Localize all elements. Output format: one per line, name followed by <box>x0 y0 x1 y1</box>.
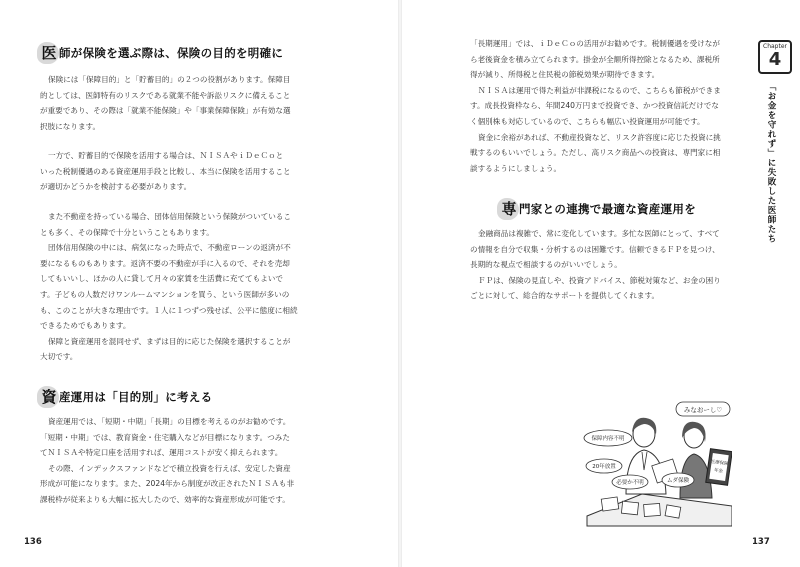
heading-text: 産運用は「目的別」に考える <box>59 390 213 404</box>
chapter-title: 「お金を守れず」に失敗した医師たち <box>766 82 776 244</box>
heading-text: 門家との連携で最適な資産運用を <box>519 202 696 216</box>
heading-text: 師が保険を選ぶ際は、保険の目的を明確に <box>59 46 284 60</box>
bubble-text: 必要か不明 <box>616 480 644 486</box>
left-page <box>0 0 398 567</box>
bubble-text: ムダ保険 <box>666 478 690 484</box>
page-number: 136 <box>24 537 42 547</box>
bubble-text: 20年放置 <box>592 464 616 470</box>
paragraph: 一方で、貯蓄目的で保険を活用する場合は、ＮＩＳＡやｉＤｅＣｏと いった税制優遇のある資産運用手段と比較し、本当に保険を活用すること が適切かどうかを検討する必要があります。 <box>40 151 291 192</box>
paragraph: 保険には「保障目的」と「貯蓄目的」の２つの役割があります。保障目 的としては、医師特有のリスクである就業不能や訴訟リスクに備えること が重要であり、その際は「就業不能保険」や「事業保障保険」が有効な選 択肢になります。 <box>40 75 291 131</box>
paragraph: また不動産を持っている場合、団体信用保険という保険がついているこ とも多く、その保障で十分ということもあります。 団体信用保険の中には、病気になった時点で、不動産ローンの返済が不 要になるものもあります。返済不要の不動産が手に入るので、それを売却 してもいいし、ほかの人に貸して月々の家賃を生活費に充ててもよいで す。子どもの人数だけワンルームマンションを買う、という医師が多いの も、このことが大きな理由です。１人に１つずつ残せば、公平に態度に相続 できるためでもあります。 保障と資産運用を混同せず、まずは目的に応じた保険を選択することが 大切です。 <box>40 212 298 362</box>
bubble-text: みなおーし♡ <box>683 406 723 414</box>
paragraph: 「長期運用」では、ｉＤｅＣｏの活用がお勧めです。税制優遇を受けなが ら老後資金を積み立てられます。掛金が全額所得控除となるため、課税所 得が減り、所得税と住民税の節税効果が期待できます。 ＮＩＳＡは運用で得た利益が非課税になるので、こちらも節税ができま す。成長投資枠なら、年間240万円まで投資でき、かつ投資信託だけでな く個別株も対応しているので、こちらも幅広い投資運用が可能です。 資金に余裕があれば、不動産投資など、リスク許容度に応じた投資に挑 戦するのもいいでしょう。ただし、高リスク商品への投資は、専門家に相 談するようにしましょう。 <box>470 39 721 173</box>
page-number: 137 <box>752 537 770 547</box>
consultation-illustration <box>582 398 732 528</box>
chapter-number: 4 <box>768 49 782 70</box>
paragraph: 金融商品は複雑で、常に変化しています。多忙な医師にとって、すべて の情報を自分で収集・分析するのは困難です。信頼できるＦＰを見つけ、 長期的な視点で相談するのがいいでしょう。 ＦＰは、保険の見直しや、投資アドバイス、節税対策など、お金の困り ごとに対して、総合的なサポートを提供してくれます。 <box>470 229 721 301</box>
sign-text: 医療保険 <box>710 459 729 468</box>
paragraph: 資産運用では、「短期・中期」「長期」の目標を考えるのがお勧めです。 「短期・中期」では、教育資金・住宅購入などが目標になります。つみた てＮＩＳＡや特定口座を活用すれば、運用コストが安く抑えられます。 その際、インデックスファンドなどで積立投資を行えば、安定した資産 形成が可能になります。また、2024年から制度が改正されたＮＩＳＡも非 課税枠が従来よりも大幅に拡大したので、効率的な資産形成が可能です。 <box>40 417 295 504</box>
bubble-text: 保障内容不明 <box>591 436 625 442</box>
section-heading-insurance <box>40 42 283 64</box>
chapter-number-box <box>758 40 792 74</box>
chapter-tab <box>758 40 792 244</box>
section-heading-asset-management <box>40 386 212 408</box>
heading-initial: 医 <box>40 44 58 62</box>
sign-text: 年金 <box>713 468 724 475</box>
heading-initial: 専 <box>500 200 518 218</box>
heading-initial: 資 <box>40 388 58 406</box>
section-heading-expert <box>500 198 696 220</box>
chapter-label: Chapter <box>763 43 787 50</box>
